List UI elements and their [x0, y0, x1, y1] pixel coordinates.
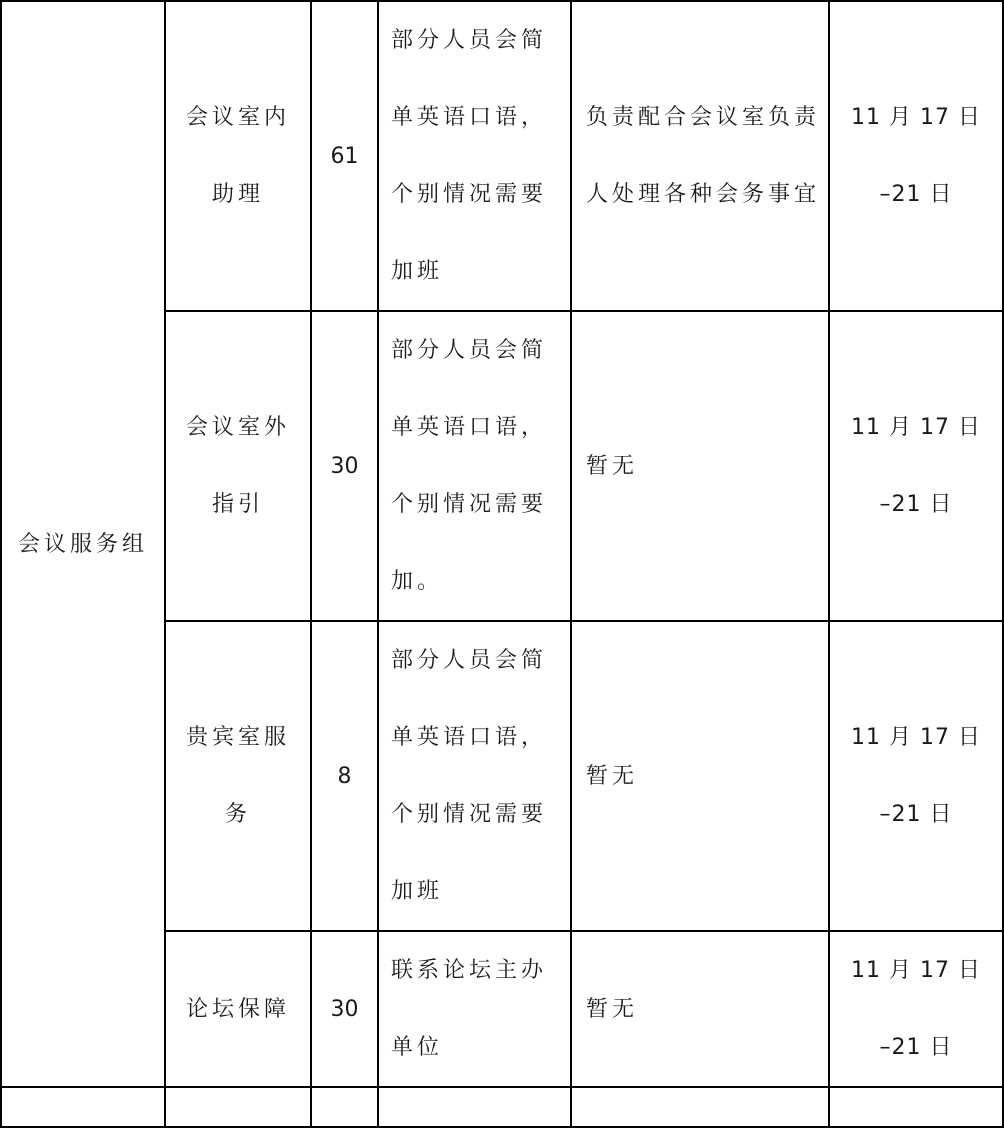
count-value: 8 [337, 763, 352, 789]
position-cell [165, 1, 311, 311]
position-line: 指引 [211, 492, 264, 517]
requirement-line: 加。 [391, 569, 444, 594]
date-line: 11 月 17 日 [851, 725, 981, 750]
requirement-line: 个别情况需要 [391, 492, 548, 517]
requirement-line: 单英语口语， [391, 415, 548, 440]
requirement-cell [378, 311, 571, 621]
count-value: 30 [330, 453, 359, 479]
requirement-cell [378, 1, 571, 311]
date-cell [829, 621, 1003, 931]
position-line: 助理 [211, 182, 264, 207]
requirement-line: 加班 [391, 259, 444, 284]
requirement-line: 个别情况需要 [391, 182, 548, 207]
table-row [1, 1087, 1003, 1127]
requirement-line: 单英语口语， [391, 105, 548, 130]
date-cell [829, 311, 1003, 621]
count-value: 61 [330, 143, 359, 169]
table-cell [829, 1087, 1003, 1127]
position-line: 会议室外 [185, 415, 290, 440]
duty-line: 暂无 [586, 763, 639, 789]
date-cell [829, 1, 1003, 311]
position-cell [165, 931, 311, 1087]
duty-line: 人处理各种会务事宜 [586, 182, 821, 207]
requirement-line: 部分人员会简 [391, 338, 548, 363]
position-line: 论坛保障 [185, 996, 290, 1022]
duty-line: 暂无 [586, 996, 639, 1022]
date-line: 11 月 17 日 [851, 958, 981, 983]
table-cell [311, 1087, 378, 1127]
requirement-line: 单英语口语， [391, 725, 548, 750]
duty-cell [571, 621, 829, 931]
date-line: 11 月 17 日 [851, 105, 981, 130]
duty-cell [571, 1, 829, 311]
position-line: 会议室内 [185, 105, 290, 130]
count-cell [311, 621, 378, 931]
table-cell [378, 1087, 571, 1127]
requirement-line: 加班 [391, 879, 444, 904]
count-cell [311, 931, 378, 1087]
date-line: 11 月 17 日 [851, 415, 981, 440]
table-cell [1, 1087, 165, 1127]
date-line: –21 日 [879, 182, 953, 207]
position-line: 务 [224, 802, 251, 827]
position-cell [165, 621, 311, 931]
duty-line: 负责配合会议室负责 [586, 105, 821, 130]
count-cell [311, 1, 378, 311]
count-value: 30 [330, 996, 359, 1022]
duty-line: 暂无 [586, 453, 639, 479]
group-label: 会议服务组 [18, 531, 149, 557]
count-cell [311, 311, 378, 621]
requirement-line: 部分人员会简 [391, 648, 548, 673]
requirement-line: 个别情况需要 [391, 802, 548, 827]
date-line: –21 日 [879, 492, 953, 517]
date-line: –21 日 [879, 802, 953, 827]
position-line: 贵宾室服 [185, 725, 290, 750]
duty-cell [571, 311, 829, 621]
date-line: –21 日 [879, 1035, 953, 1060]
requirement-line: 部分人员会简 [391, 28, 548, 53]
group-cell [1, 1, 165, 1087]
requirement-line: 联系论坛主办 [391, 958, 548, 983]
requirement-cell [378, 621, 571, 931]
requirement-cell [378, 931, 571, 1087]
requirement-line: 单位 [391, 1035, 444, 1060]
table-cell [165, 1087, 311, 1127]
table-row [1, 1, 1003, 311]
position-cell [165, 311, 311, 621]
table-cell [571, 1087, 829, 1127]
date-cell [829, 931, 1003, 1087]
duty-cell [571, 931, 829, 1087]
